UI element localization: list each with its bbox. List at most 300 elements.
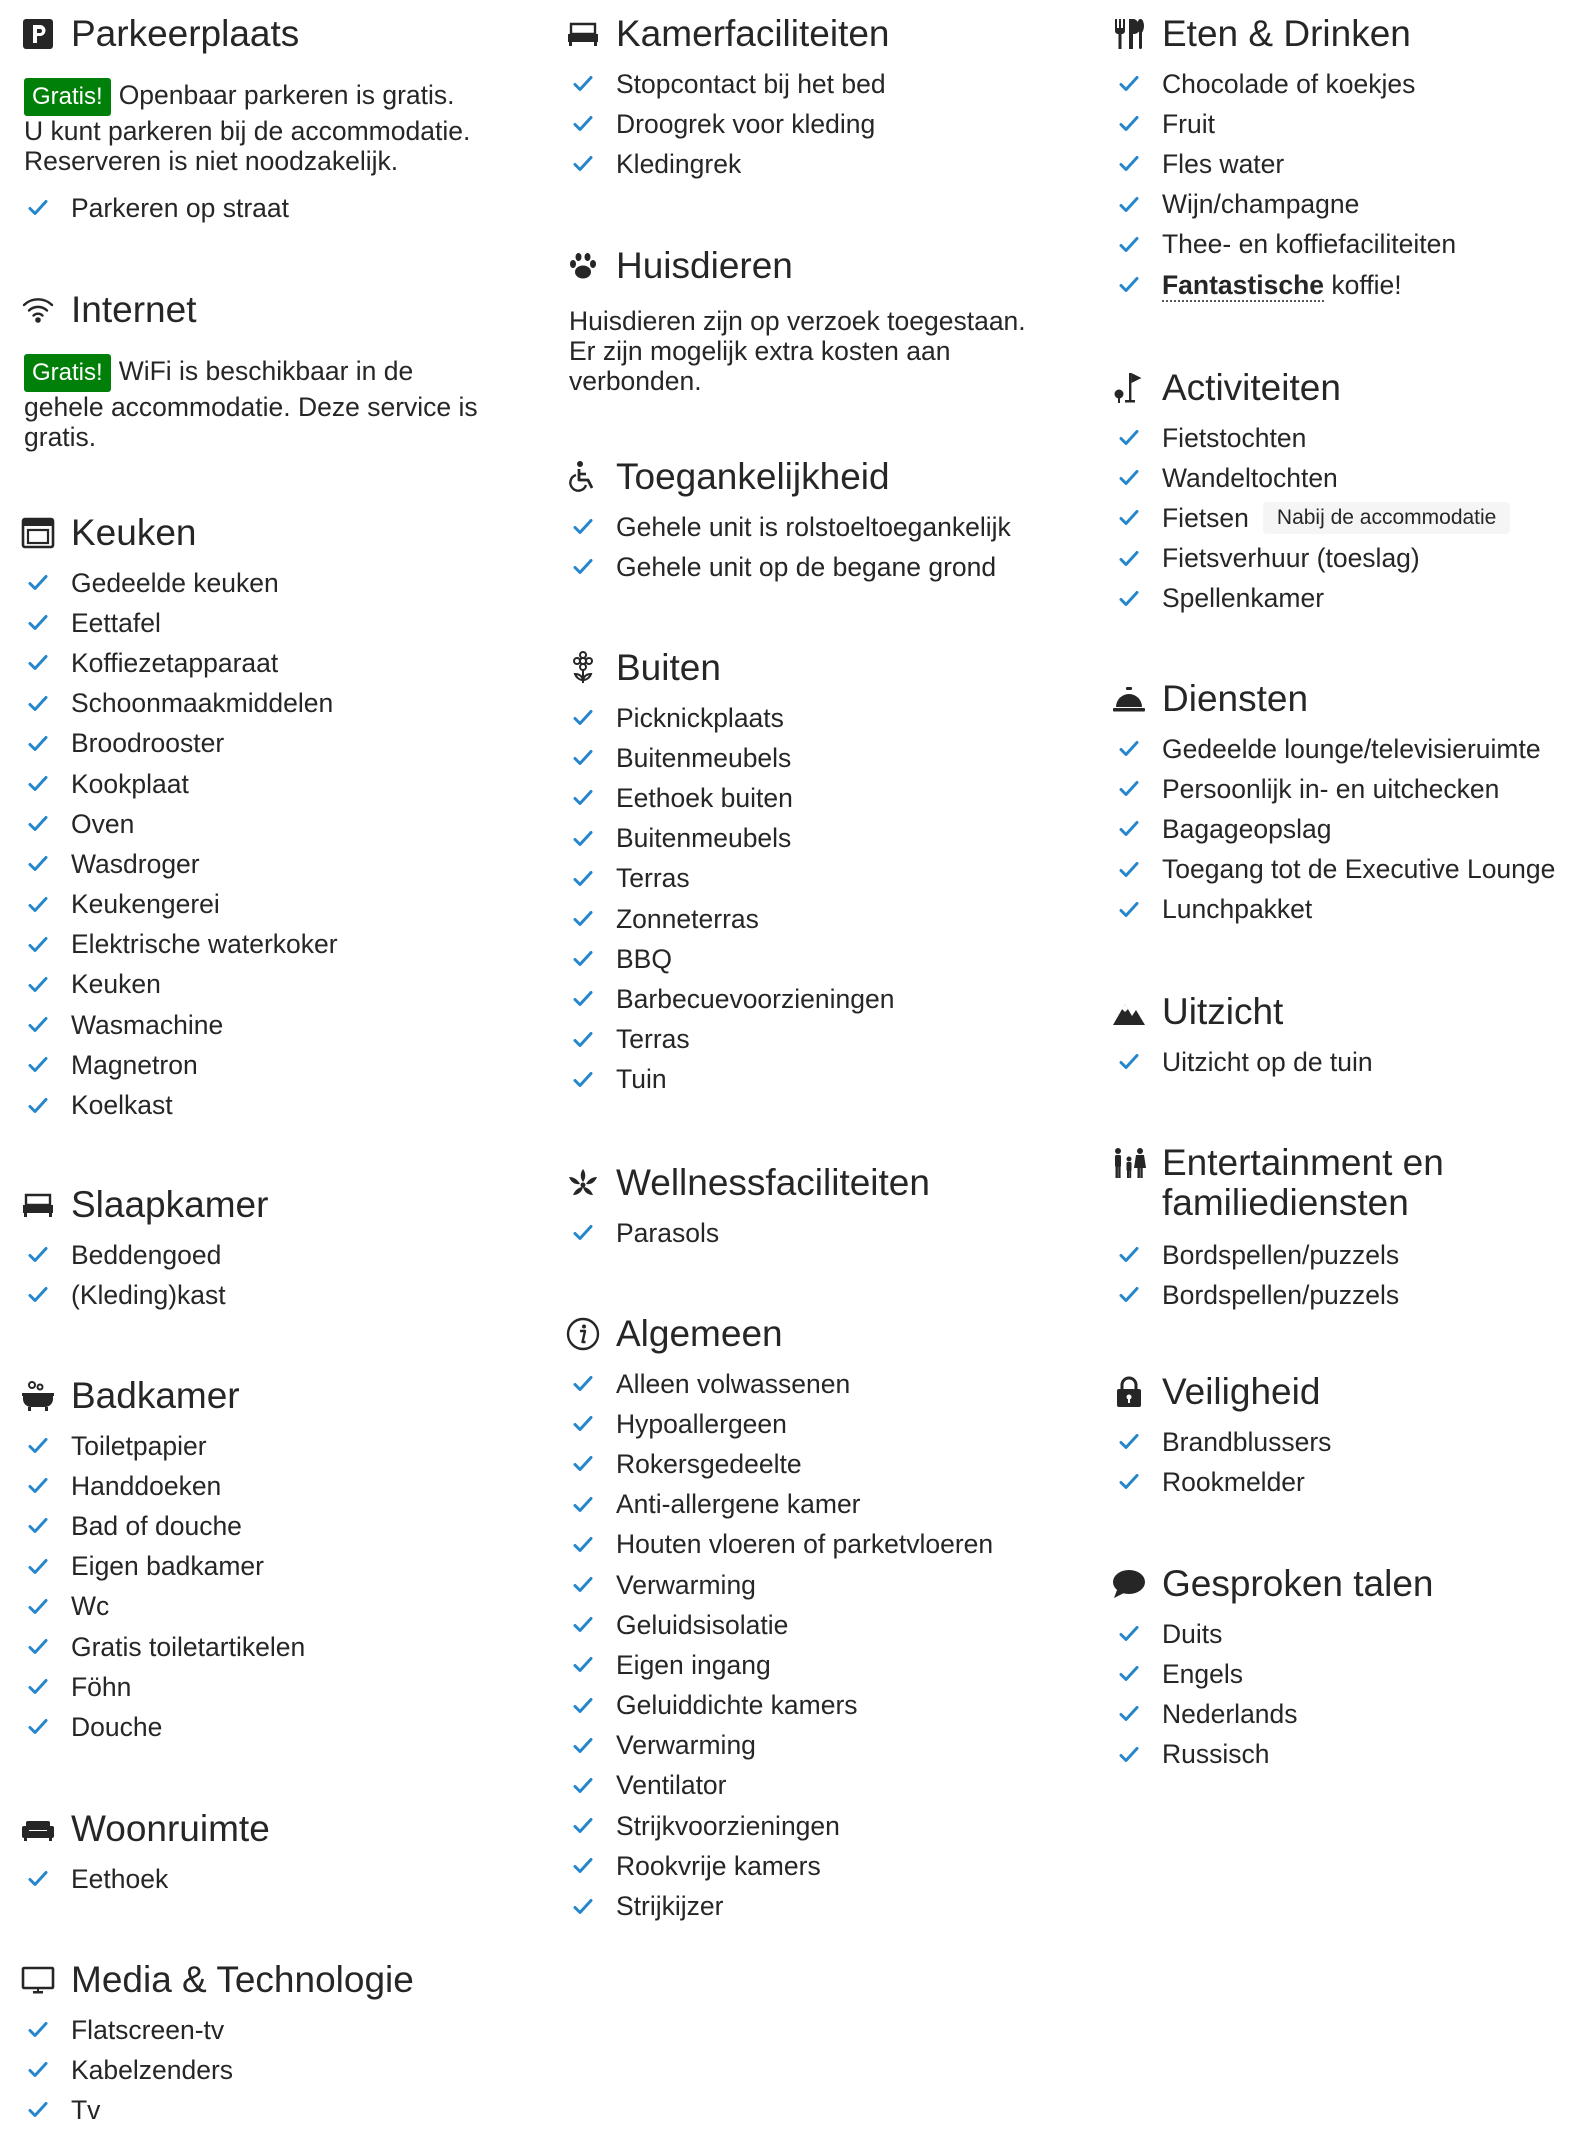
internet-text-1: gehele accommodatie. Deze service is [24,392,478,422]
parking-list [20,188,540,228]
item-label: Oven [71,808,135,839]
highlight-rest: koffie! [1324,269,1402,300]
item-label: Tuin [616,1064,667,1095]
section-title: Huisdieren [616,245,793,286]
item-label: Barbecuevoorzieningen [616,983,895,1014]
section-media [20,1960,540,2131]
check-icon [565,1567,601,1603]
section-bedroom [20,1185,540,1315]
section-room [565,14,1085,185]
section-family [1111,1143,1594,1315]
list-item [20,1005,540,1045]
check-icon [565,1366,601,1402]
item-label: Fietsen [1162,502,1249,533]
list-item [565,1605,1085,1645]
list-item [1111,539,1594,579]
section-accessibility [565,457,1085,587]
check-icon [1111,852,1147,888]
check-icon [565,981,601,1017]
pets-text-1: Huisdieren zijn op verzoek toegestaan. [569,306,1026,336]
item-label: Koffiezetapparaat [71,647,279,678]
food-list [1111,64,1594,265]
check-icon [20,766,56,802]
check-icon [20,2012,56,2048]
check-icon [20,1549,56,1585]
internet-free-line [20,354,540,392]
list-item [565,144,1085,184]
check-icon [20,2052,56,2088]
safety-list [1111,1422,1594,1502]
list-item [20,1859,540,1899]
item-label: Bordspellen/puzzels [1162,1239,1400,1270]
check-icon [20,190,56,226]
check-icon [20,1709,56,1745]
wellness-list [565,1213,1085,1253]
list-item [1111,498,1594,538]
list-item [1111,418,1594,458]
check-icon [565,1215,601,1251]
section-title: Algemeen [616,1313,783,1354]
list-item [1111,729,1594,769]
item-label: BBQ [616,943,672,974]
list-item [1111,185,1594,225]
paw-icon [565,248,601,284]
list-item [565,939,1085,979]
family-list [1111,1235,1594,1315]
list-item [565,1364,1085,1404]
list-item [20,1627,540,1667]
list-item [20,804,540,844]
check-icon [1111,227,1147,263]
check-icon [565,1728,601,1764]
item-label: Fruit [1162,108,1215,139]
section-general [565,1314,1085,1927]
check-icon [1111,1696,1147,1732]
list-item [1111,1042,1594,1082]
item-label: Magnetron [71,1049,198,1080]
section-title: Wellnessfaciliteiten [616,1162,930,1203]
check-icon [1111,420,1147,456]
bed-icon [20,1187,56,1223]
list-item [20,1587,540,1627]
item-label: Spellenkamer [1162,583,1325,614]
list-item [20,925,540,965]
check-icon [1111,541,1147,577]
item-label: Buitenmeubels [616,742,792,773]
services-list [1111,729,1594,930]
item-label: Houten vloeren of parketvloeren [616,1529,994,1560]
list-item [1111,890,1594,930]
check-icon [1111,187,1147,223]
check-icon [565,740,601,776]
item-label: Rokersgedeelte [616,1448,802,1479]
item-label: Buitenmeubels [616,823,792,854]
list-item [20,1235,540,1275]
item-label: Ventilator [616,1770,727,1801]
item-label: Gratis toiletartikelen [71,1631,306,1662]
item-label: Tv [71,2094,101,2125]
check-icon [1111,1424,1147,1460]
list-item [20,2090,540,2130]
item-label: Flatscreen-tv [71,2014,225,2045]
list-item [1111,225,1594,265]
list-item [565,1020,1085,1060]
item-label: Wasmachine [71,1009,224,1040]
item-label: Gehele unit op de begane grond [616,551,997,582]
list-item [20,563,540,603]
item-label: Wandeltochten [1162,462,1338,493]
list-item [20,1426,540,1466]
section-living [20,1809,540,1899]
pets-text-3: verbonden. [569,366,702,396]
check-icon [20,686,56,722]
list-item [565,64,1085,104]
activities-list [1111,418,1594,498]
section-title: Veiligheid [1162,1371,1321,1412]
check-icon [1111,460,1147,496]
section-title: Buiten [616,647,721,688]
list-item [20,643,540,683]
list-item [565,104,1085,144]
check-icon [565,861,601,897]
item-label: Toiletpapier [71,1430,207,1461]
list-item [20,603,540,643]
list-item [565,1806,1085,1846]
check-icon [1111,267,1147,303]
check-icon [20,1428,56,1464]
item-label: Beddengoed [71,1239,222,1270]
item-label: Gedeelde keuken [71,567,279,598]
item-label: Wasdroger [71,848,200,879]
check-icon [565,66,601,102]
food-highlight-list [1111,265,1594,305]
list-item [20,885,540,925]
check-icon [565,1848,601,1884]
list-item [20,1045,540,1085]
check-icon [565,1446,601,1482]
list-item [1111,850,1594,890]
list-item [565,859,1085,899]
item-label: Geluidsisolatie [616,1609,789,1640]
item-label: Duits [1162,1618,1223,1649]
media-list [20,2010,540,2131]
check-icon [565,146,601,182]
parking-text-1: U kunt parkeren bij de accommodatie. [24,116,471,146]
check-icon [20,726,56,762]
list-item [20,844,540,884]
list-item [1111,104,1594,144]
location-note: Nabij de accommodatie [1263,502,1510,534]
activities-list-after [1111,539,1594,619]
check-icon [565,1487,601,1523]
item-label: Bad of douche [71,1510,242,1541]
parking-text-2: Reserveren is niet noodzakelijk. [24,146,399,176]
info-icon [565,1316,601,1352]
room-list [565,64,1085,185]
bathtub-icon [20,1378,56,1414]
item-label: Bagageopslag [1162,813,1332,844]
list-item [565,1886,1085,1926]
list-item [565,1766,1085,1806]
list-item [20,1667,540,1707]
item-label: Uitzicht op de tuin [1162,1046,1373,1077]
list-item [1111,1422,1594,1462]
check-icon [565,700,601,736]
item-label: Fietstochten [1162,422,1307,453]
check-icon [20,565,56,601]
item-label: Terras [616,1024,690,1055]
item-label: Brandblussers [1162,1426,1332,1457]
item-label: Parkeren op straat [71,192,290,223]
check-icon [20,1861,56,1897]
section-title: Badkamer [71,1375,240,1416]
check-icon [20,1589,56,1625]
check-icon [1111,731,1147,767]
item-label: Russisch [1162,1739,1270,1770]
section-title: Diensten [1162,678,1309,719]
item-label: Strijkvoorzieningen [616,1810,840,1841]
list-item [565,1444,1085,1484]
check-icon [1111,892,1147,928]
activities-bikes [1111,498,1594,538]
list-item [20,764,540,804]
list-item [20,724,540,764]
check-icon [1111,500,1147,536]
item-label: Gedeelde lounge/televisieruimte [1162,733,1541,764]
parking-free-line [20,78,540,116]
highlight-word[interactable]: Fantastische [1162,269,1325,300]
outdoor-list [565,698,1085,1100]
item-label: Lunchpakket [1162,894,1313,925]
internet-text-2: gratis. [24,422,97,452]
item-label: Strijkijzer [616,1891,724,1922]
check-icon [20,1629,56,1665]
list-item [20,188,540,228]
parking-free-text: Openbaar parkeren is gratis. [118,80,455,110]
item-label: Schoonmaakmiddelen [71,688,334,719]
item-label: Zonneterras [616,903,759,934]
item-label: Wc [71,1591,110,1622]
cutlery-icon [1111,16,1147,52]
list-item [20,1547,540,1587]
general-list [565,1364,1085,1927]
flower-icon [565,650,601,686]
section-languages [1111,1564,1594,1775]
list-item [565,1404,1085,1444]
check-icon [1111,1656,1147,1692]
living-list [20,1859,540,1899]
item-label: Nederlands [1162,1698,1298,1729]
item-label: Engels [1162,1658,1244,1689]
kitchen-list [20,563,540,1126]
section-wellness [565,1163,1085,1253]
list-item [1111,458,1594,498]
section-bathroom [20,1376,540,1748]
access-list [565,507,1085,587]
check-icon [20,1508,56,1544]
list-item [20,1466,540,1506]
list-item [565,1525,1085,1565]
free-badge: Gratis! [24,78,111,116]
check-icon [1111,581,1147,617]
section-outdoor [565,648,1085,1100]
internet-free-text: WiFi is beschikbaar in de [118,356,414,386]
item-label: Eethoek buiten [616,782,793,813]
list-item [1111,1735,1594,1775]
list-item [565,1645,1085,1685]
item-label: Eigen badkamer [71,1551,264,1582]
section-kitchen [20,513,540,1126]
check-icon [1111,771,1147,807]
item-label: Keuken [71,969,161,1000]
list-item [20,2050,540,2090]
bed-icon [565,16,601,52]
list-item [565,819,1085,859]
item-label: Persoonlijk in- en uitchecken [1162,773,1500,804]
list-item [565,778,1085,818]
check-icon [565,1808,601,1844]
item-label: Keukengerei [71,889,220,920]
check-icon [20,1277,56,1313]
view-list [1111,1042,1594,1082]
list-item [20,1707,540,1747]
item-label: Rookvrije kamers [616,1850,821,1881]
item-label: Elektrische waterkoker [71,929,338,960]
lock-icon [1111,1374,1147,1410]
section-services [1111,679,1594,930]
monitor-icon [20,1962,56,1998]
check-icon [565,1647,601,1683]
list-item [565,1686,1085,1726]
item-label: Toegang tot de Executive Lounge [1162,854,1556,885]
check-icon [1111,1277,1147,1313]
check-icon [565,1889,601,1925]
check-icon [565,509,601,545]
list-item [565,1565,1085,1605]
check-icon [20,1047,56,1083]
list-item [1111,144,1594,184]
list-item [1111,1614,1594,1654]
item-label: Hypoallergeen [616,1408,787,1439]
list-item [565,1485,1085,1525]
list-item [565,547,1085,587]
section-pets [565,246,1085,396]
check-icon [20,806,56,842]
list-item [1111,579,1594,619]
check-icon [1111,1237,1147,1273]
check-icon [20,1007,56,1043]
check-icon [20,645,56,681]
list-item [565,1213,1085,1253]
section-title: Uitzicht [1162,991,1284,1032]
check-icon [565,941,601,977]
list-item [20,1085,540,1125]
item-label: Picknickplaats [616,702,784,733]
item-label: Anti-allergene kamer [616,1489,861,1520]
check-icon [565,1607,601,1643]
title-line-1: Entertainment en [1162,1142,1444,1183]
item-label: Fles water [1162,148,1285,179]
item-label: Terras [616,863,690,894]
check-icon [20,927,56,963]
section-title: Internet [71,289,197,330]
section-food [1111,14,1594,305]
list-item [1111,1275,1594,1315]
check-icon [20,1088,56,1124]
check-icon [20,605,56,641]
speech-bubble-icon [1111,1566,1147,1602]
check-icon [565,549,601,585]
item-label: Droogrek voor kleding [616,108,876,139]
check-icon [565,1022,601,1058]
item-label: Handdoeken [71,1470,222,1501]
section-title: Slaapkamer [71,1184,269,1225]
list-item [565,507,1085,547]
section-title: Parkeerplaats [71,13,300,54]
list-item [20,965,540,1005]
free-badge: Gratis! [24,354,111,392]
item-label: Eigen ingang [616,1649,771,1680]
family-icon [1111,1145,1147,1181]
section-title: Eten & Drinken [1162,13,1411,54]
item-label: Douche [71,1711,163,1742]
oven-icon [20,515,56,551]
check-icon [1111,1044,1147,1080]
check-icon [565,1527,601,1563]
list-item [1111,1654,1594,1694]
list-item [20,684,540,724]
check-icon [1111,811,1147,847]
item-label: Eethoek [71,1863,169,1894]
check-icon [20,846,56,882]
list-item [565,1060,1085,1100]
check-icon [1111,106,1147,142]
list-item [1111,809,1594,849]
section-view [1111,992,1594,1082]
check-icon [565,1768,601,1804]
wheelchair-icon [565,459,601,495]
item-label: Kledingrek [616,148,742,179]
section-title: Keuken [71,512,197,553]
check-icon [1111,1616,1147,1652]
service-bell-icon [1111,681,1147,717]
item-label: Parasols [616,1217,720,1248]
item-label [1162,270,1402,301]
pets-text-2: Er zijn mogelijk extra kosten aan [569,336,951,366]
section-title: Media & Technologie [71,1959,414,2000]
check-icon [20,2092,56,2128]
list-item [565,698,1085,738]
item-label: Kookplaat [71,768,189,799]
section-title: Activiteiten [1162,367,1341,408]
list-item [565,1726,1085,1766]
check-icon [1111,146,1147,182]
check-icon [565,1688,601,1724]
list-item [1111,1462,1594,1502]
lotus-icon [565,1165,601,1201]
item-label: Stopcontact bij het bed [616,68,886,99]
section-parking [20,14,540,228]
list-item [1111,265,1594,305]
list-item [565,899,1085,939]
check-icon [565,1062,601,1098]
bedroom-list [20,1235,540,1315]
sofa-icon [20,1811,56,1847]
item-label: Thee- en koffiefaciliteiten [1162,229,1457,260]
item-label: Geluiddichte kamers [616,1690,858,1721]
item-label: Bordspellen/puzzels [1162,1279,1400,1310]
item-label: (Kleding)kast [71,1279,226,1310]
